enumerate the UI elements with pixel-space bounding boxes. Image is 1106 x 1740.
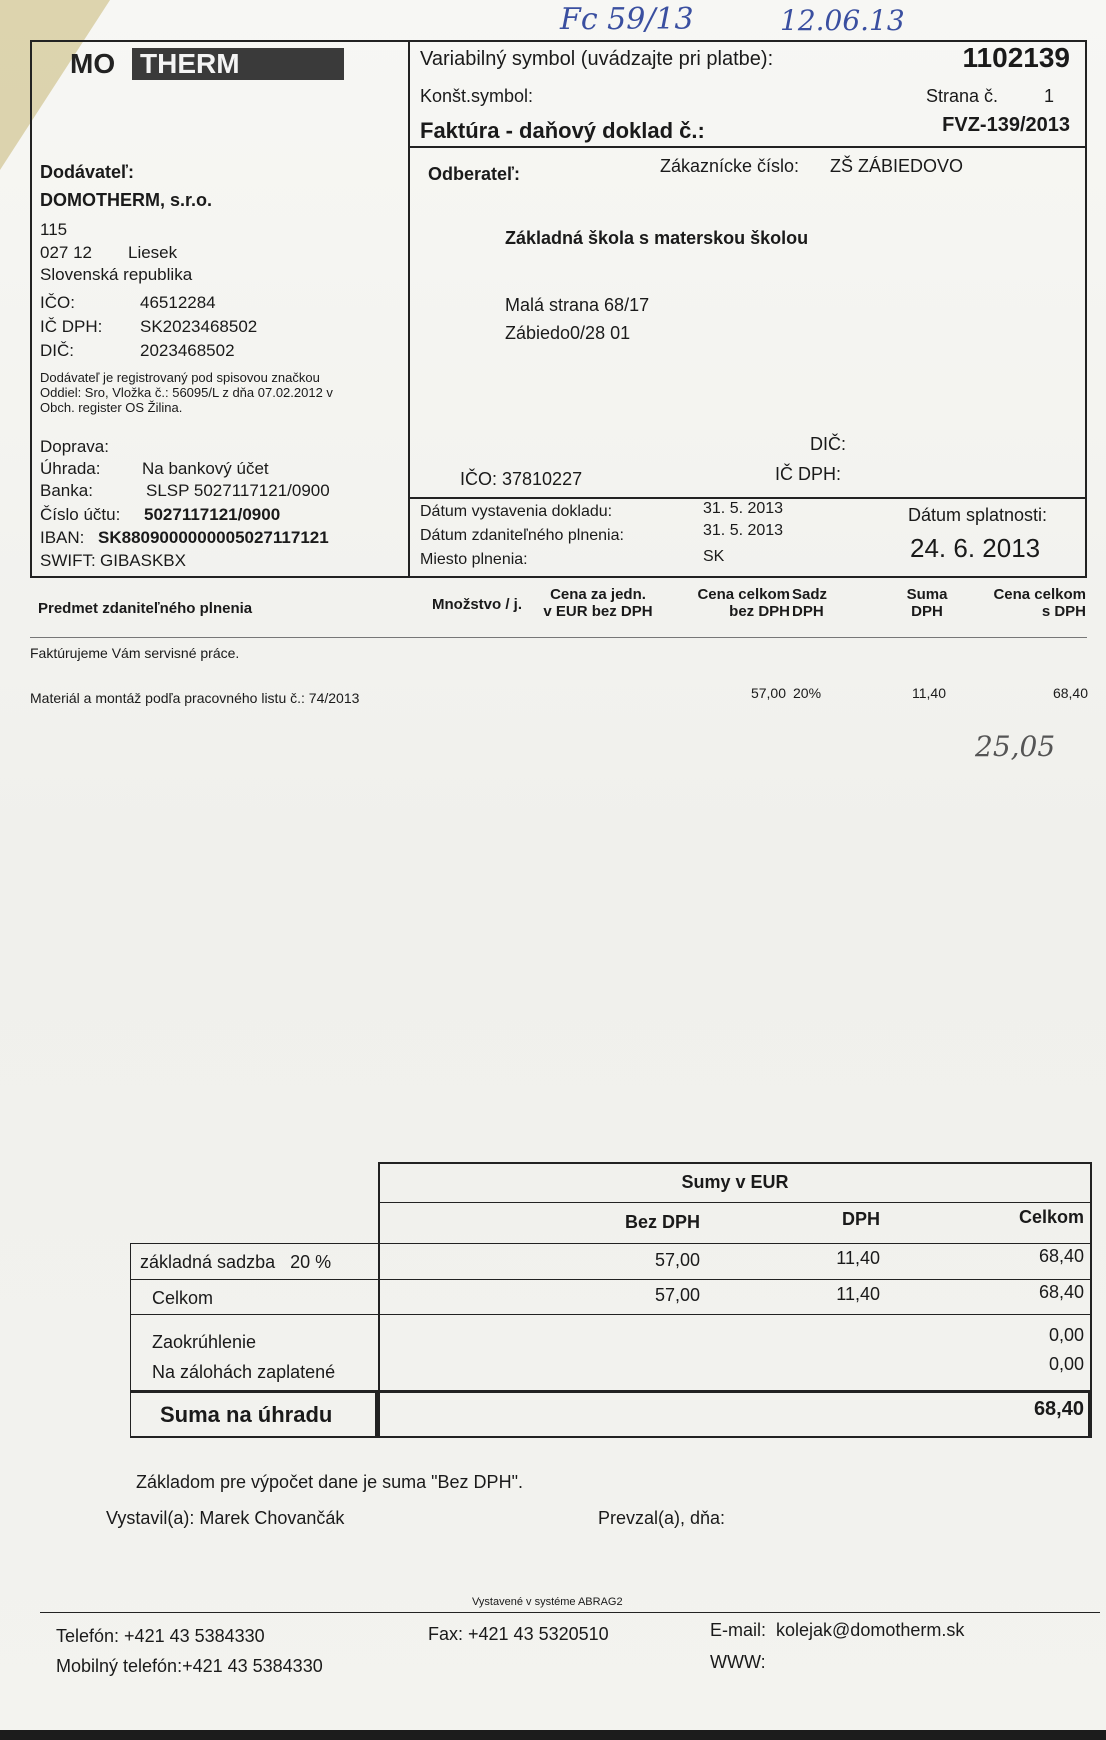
sums-bottom: [130, 1436, 1092, 1438]
customer-dic-label: DIČ:: [810, 434, 846, 454]
supplier-registry-1: Dodávateľ je registrovaný pod spisovou značkou: [40, 370, 320, 385]
footer-issued-by: Vystavil(a): Marek Chovančák: [106, 1508, 345, 1528]
customer-street: Malá strana 68/17: [505, 295, 650, 315]
handwritten-note: 25,05: [975, 730, 1056, 763]
header-bottom-line: [408, 146, 1087, 148]
scan-bottom-edge: [0, 1730, 1106, 1740]
footer-email: E-mail: kolejak@domotherm.sk: [710, 1620, 965, 1640]
sums-due-right: [1088, 1390, 1092, 1438]
uhrada-label: Úhrada:: [40, 459, 101, 478]
customer-city: Zábiedo0/28 01: [505, 323, 631, 343]
footer-received: Prevzal(a), dňa:: [598, 1508, 726, 1528]
sums-row3-label: Zaokrúhlenie: [152, 1332, 257, 1352]
doprava-label: Doprava:: [40, 437, 109, 456]
col-qty: Množstvo / j.: [432, 596, 522, 613]
sums-row4-label: Na zálohách zaplatené: [152, 1362, 336, 1382]
invoice-number: FVZ-139/2013: [942, 114, 1070, 136]
supplier-country: Slovenská republika: [40, 265, 193, 284]
place-label: Miesto plnenia:: [420, 551, 528, 568]
sums-row1-vat: 11,40: [836, 1248, 880, 1268]
item-vat: 11,40: [912, 685, 946, 701]
ucet-value: 5027117121/0900: [144, 505, 281, 524]
frame-top: [30, 40, 1087, 42]
ucet-label: Číslo účtu:: [40, 505, 121, 524]
col-rate: Sadz DPH: [792, 586, 828, 620]
footer-www: WWW:: [710, 1652, 766, 1672]
sums-due-top: [130, 1390, 1092, 1393]
sums-row2-line: [130, 1314, 1092, 1315]
supplier-city: Liesek: [128, 243, 178, 262]
item-rate: 20%: [793, 685, 822, 701]
footer-line: [40, 1612, 1100, 1613]
var-symbol-value: 1102139: [962, 42, 1070, 73]
customer-number: ZŠ ZÁBIEDOVO: [830, 156, 964, 176]
footer-note: Základom pre výpočet dane je suma "Bez DPH".: [136, 1472, 523, 1492]
sums-title-line: [378, 1202, 1092, 1203]
page-label: Strana č.: [926, 86, 999, 106]
customer-title: Odberateľ:: [428, 164, 520, 184]
col-unit-price: Cena za jedn. v EUR bez DPH: [543, 586, 653, 620]
var-symbol-label: Variabilný symbol (uvádzajte pri platbe):: [420, 48, 774, 70]
supplier-ico-label: IČO:: [40, 293, 75, 312]
supplier-title: Dodávateľ:: [40, 162, 134, 182]
col-total-net: Cena celkom bez DPH: [697, 586, 790, 620]
sums-row1-total: 68,40: [1038, 1246, 1084, 1266]
issue-date: 31. 5. 2013: [703, 500, 784, 517]
sums-label-left: [130, 1243, 131, 1437]
footer-system: Vystavené v systéme ABRAG2: [472, 1596, 623, 1608]
sums-top: [378, 1162, 1092, 1164]
page-number: 1: [1044, 86, 1055, 106]
banka-label: Banka:: [40, 481, 93, 500]
col-subject: Predmet zdaniteľného plnenia: [38, 600, 253, 617]
supplier-ico: 46512284: [140, 293, 216, 312]
customer-icdph-label: IČ DPH:: [775, 464, 842, 484]
swift-label: SWIFT:: [40, 551, 96, 570]
sums-due-divider: [375, 1392, 378, 1438]
sums-title: Sumy v EUR: [681, 1172, 789, 1192]
items-intro: Faktúrujeme Vám servisné práce.: [30, 645, 240, 661]
footer-mobile: Mobilný telefón:+421 43 5384330: [56, 1656, 323, 1676]
supplier-icdph: SK2023468502: [140, 317, 258, 336]
invoice-label: Faktúra - daňový doklad č.:: [420, 118, 705, 143]
sums-row3-total: 0,00: [1048, 1325, 1084, 1345]
sums-due-total: 68,40: [1033, 1398, 1084, 1420]
sums-row2-label: Celkom: [152, 1288, 214, 1308]
customer-bottom-line: [408, 497, 1087, 499]
tax-date: 31. 5. 2013: [703, 522, 784, 539]
item-gross: 68,40: [1052, 685, 1088, 701]
iban-value: SK8809000000005027117121: [98, 528, 329, 547]
footer-fax: Fax: +421 43 5320510: [428, 1624, 609, 1644]
folded-corner: [0, 0, 110, 170]
supplier-dic-label: DIČ:: [40, 341, 74, 360]
sums-header-line: [130, 1243, 1092, 1244]
tax-date-label: Dátum zdaniteľného plnenia:: [420, 527, 624, 544]
sums-row1-net: 57,00: [654, 1250, 700, 1270]
sums-due-label: Suma na úhradu: [160, 1402, 333, 1427]
iban-label: IBAN:: [40, 528, 85, 547]
issue-date-label: Dátum vystavenia dokladu:: [420, 503, 613, 520]
sums-row4-total: 0,00: [1048, 1354, 1084, 1374]
sums-left: [378, 1162, 380, 1438]
due-date-label: Dátum splatnosti:: [908, 505, 1048, 525]
place-value: SK: [703, 548, 725, 565]
banka-value: SLSP 5027117121/0900: [146, 481, 330, 500]
col-vat: Suma DPH: [906, 586, 948, 620]
handwritten-date: 12.06.13: [780, 4, 905, 37]
sums-row2-vat: 11,40: [836, 1284, 880, 1304]
customer-number-label: Zákaznícke číslo:: [660, 156, 800, 176]
sums-row2-total: 68,40: [1038, 1282, 1084, 1302]
sums-col-total: Celkom: [1018, 1207, 1084, 1227]
sums-row1-line: [130, 1279, 1092, 1280]
supplier-name: DOMOTHERM, s.r.o.: [40, 190, 213, 210]
customer-name: Základná škola s materskou školou: [505, 228, 809, 248]
company-logo: MO THERM: [48, 48, 344, 80]
supplier-zip: 027 12: [40, 243, 92, 262]
customer-ico: IČO: 37810227: [460, 469, 583, 489]
uhrada-value: Na bankový účet: [142, 459, 269, 478]
supplier-icdph-label: IČ DPH:: [40, 317, 103, 336]
footer-phone: Telefón: +421 43 5384330: [56, 1626, 265, 1646]
supplier-registry-2: Oddiel: Sro, Vložka č.: 56095/L z dňa 07.02.2012 v: [40, 385, 333, 400]
due-date: 24. 6. 2013: [910, 533, 1041, 563]
handwritten-ref: Fc 59/13: [560, 2, 694, 37]
sums-col-net: Bez DPH: [624, 1212, 700, 1232]
frame-left: [30, 40, 32, 578]
item-description: Materiál a montáž podľa pracovného listu č.: 74/2013: [30, 690, 360, 706]
sums-col-vat: DPH: [841, 1209, 880, 1229]
sums-row2-net: 57,00: [654, 1285, 700, 1305]
supplier-street: 115: [40, 220, 68, 239]
item-net: 57,00: [750, 685, 786, 701]
konst-symbol-label: Konšt.symbol:: [420, 86, 534, 106]
supplier-registry-3: Obch. register OS Žilina.: [40, 400, 183, 415]
frame-bottom: [30, 576, 1087, 578]
swift-value: GIBASKBX: [100, 551, 186, 570]
sums-row1-label: základná sadzba 20 %: [140, 1252, 332, 1272]
items-header-line: [30, 637, 1087, 638]
col-gross: Cena celkom s DPH: [993, 586, 1086, 620]
supplier-dic: 2023468502: [140, 341, 235, 360]
